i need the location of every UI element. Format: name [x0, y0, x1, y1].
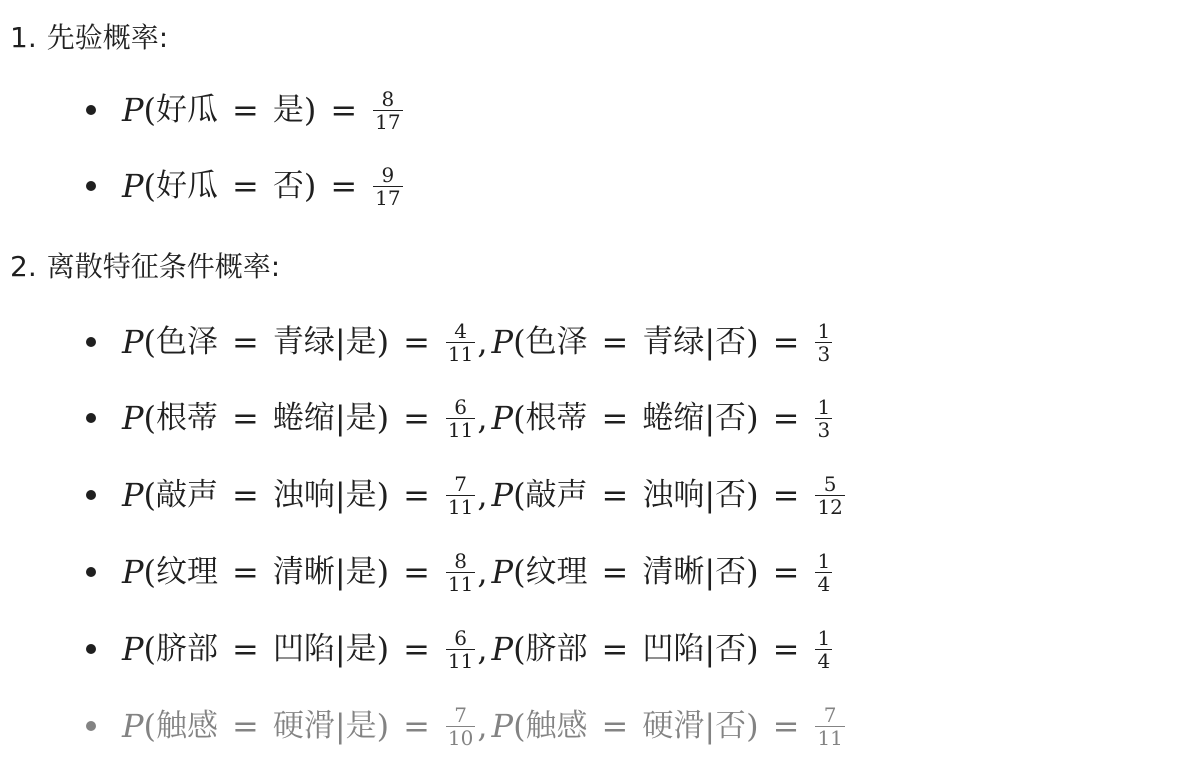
class-yes: 是: [345, 631, 377, 667]
class-no: 否: [715, 554, 747, 590]
fraction-yes: [446, 627, 475, 672]
bullet-icon: [86, 490, 96, 500]
conditional-item-texture: [86, 540, 834, 604]
denominator: 11: [447, 494, 474, 519]
fraction-no: [815, 550, 832, 595]
denominator: 4: [817, 648, 831, 673]
feature-value: 蜷缩: [272, 400, 335, 436]
bullet-icon: [86, 644, 96, 654]
feature-value: 浊响: [272, 477, 335, 513]
class-no: 否: [715, 631, 747, 667]
feature-name: 根蒂: [156, 400, 219, 436]
fraction-no: [815, 396, 832, 441]
section-2-title: 离散特征条件概率:: [46, 250, 281, 283]
denominator: 11: [447, 571, 474, 596]
formula: P ( 触感 = 硬滑 | 是 ) = $\frac{7}{10}$ , P ( 触感 = 硬滑 | 否 ) = $\frac{7}{11}$: [122, 702, 843, 750]
class-no: 否: [715, 324, 747, 360]
feature-name: 敲声: [156, 477, 219, 513]
fraction: [373, 164, 402, 209]
bullet-icon: [86, 721, 96, 731]
class-no: 否: [715, 708, 747, 744]
feature-name: 根蒂: [525, 400, 588, 436]
numerator: 8: [381, 86, 395, 111]
class-no: 否: [715, 477, 747, 513]
bullet-icon: [86, 337, 96, 347]
feature-name: 触感: [525, 708, 588, 744]
bullet-icon: [86, 567, 96, 577]
formula: P ( 敲声 = 浊响 | 是 ) = $\frac{7}{11}$ , P ( 敲声 = 浊响 | 否 ) = $\frac{5}{12}$: [122, 471, 843, 519]
denominator: 10: [447, 725, 474, 750]
denominator: 3: [817, 341, 831, 366]
numerator: 7: [454, 702, 467, 727]
prob-symbol: P: [122, 91, 144, 129]
denominator: 11: [817, 725, 843, 750]
label-value: 否: [272, 168, 304, 204]
label-value: 是: [272, 92, 304, 128]
numerator: 9: [381, 162, 395, 187]
feature-value: 凹陷: [642, 631, 705, 667]
fraction-no: [815, 704, 844, 749]
section-1-title: 先验概率:: [46, 21, 169, 54]
denominator: 11: [447, 341, 474, 366]
numerator: 6: [454, 394, 467, 419]
feature-value: 硬滑: [642, 708, 705, 744]
feature-value: 青绿: [272, 324, 335, 360]
fraction-yes: [446, 320, 475, 365]
feature-value: 蜷缩: [642, 400, 705, 436]
denominator: 11: [447, 648, 474, 673]
section-1-heading: [10, 18, 168, 58]
fraction-yes: [446, 550, 475, 595]
numerator: 1: [817, 548, 831, 573]
fraction-yes: [446, 704, 475, 749]
numerator: 1: [817, 394, 831, 419]
class-yes: 是: [345, 400, 377, 436]
denominator: 11: [447, 417, 474, 442]
conditional-item-root: [86, 386, 834, 450]
denominator: 4: [817, 571, 831, 596]
section-2-number: 2.: [10, 250, 37, 283]
numerator: 7: [454, 471, 467, 496]
class-yes: 是: [345, 554, 377, 590]
fraction-yes: [446, 473, 475, 518]
class-yes: 是: [345, 477, 377, 513]
numerator: 5: [823, 471, 837, 496]
feature-value: 硬滑: [272, 708, 335, 744]
formula: P ( 色泽 = 青绿 | 是 ) = $\frac{4}{11}$ , P ( 色泽 = 青绿 | 否 ) = $\frac{1}{3}$: [122, 318, 831, 366]
formula: P ( 脐部 = 凹陷 | 是 ) = $\frac{6}{11}$ , P ( 脐部 = 凹陷 | 否 ) = $\frac{1}{4}$: [122, 625, 831, 673]
class-yes: 是: [345, 708, 377, 744]
feature-value: 清晰: [272, 554, 335, 590]
formula: P ( 根蒂 = 蜷缩 | 是 ) = $\frac{6}{11}$ , P ( 根蒂 = 蜷缩 | 否 ) = $\frac{1}{3}$: [122, 394, 831, 442]
numerator: 7: [823, 702, 837, 727]
bullet-icon: [86, 181, 96, 191]
feature-name: 敲声: [525, 477, 588, 513]
bullet-icon: [86, 413, 96, 423]
numerator: 8: [454, 548, 467, 573]
feature-name: 色泽: [525, 324, 588, 360]
label-var: 好瓜: [156, 92, 219, 128]
feature-value: 凹陷: [272, 631, 335, 667]
feature-value: 青绿: [642, 324, 705, 360]
feature-name: 触感: [156, 708, 219, 744]
fraction-yes: [446, 396, 475, 441]
formula: P ( 好瓜 = 是 ) = $\frac{8}{17}$: [122, 86, 401, 134]
fraction: [373, 88, 402, 133]
class-yes: 是: [345, 324, 377, 360]
class-no: 否: [715, 400, 747, 436]
fraction-no: [815, 473, 844, 518]
prior-item-no: [86, 154, 405, 218]
conditional-item-navel: [86, 617, 834, 681]
fraction-no: [815, 320, 832, 365]
feature-value: 浊响: [642, 477, 705, 513]
bullet-icon: [86, 105, 96, 115]
conditional-item-sound: [86, 463, 847, 527]
denominator: 17: [375, 185, 401, 210]
conditional-item-touch: [86, 694, 847, 758]
conditional-item-color: [86, 310, 834, 374]
prob-symbol: P: [122, 167, 144, 205]
section-1-number: 1.: [10, 21, 37, 54]
numerator: 6: [454, 625, 467, 650]
formula: P ( 纹理 = 清晰 | 是 ) = $\frac{8}{11}$ , P ( 纹理 = 清晰 | 否 ) = $\frac{1}{4}$: [122, 548, 831, 596]
feature-name: 纹理: [156, 554, 219, 590]
denominator: 17: [375, 109, 401, 134]
feature-value: 清晰: [642, 554, 705, 590]
denominator: 12: [817, 494, 843, 519]
section-2-heading: [10, 247, 280, 287]
numerator: 1: [817, 625, 831, 650]
denominator: 3: [817, 417, 831, 442]
fraction-no: [815, 627, 832, 672]
prior-item-yes: [86, 78, 405, 142]
numerator: 1: [817, 318, 831, 343]
feature-name: 纹理: [525, 554, 588, 590]
feature-name: 脐部: [156, 631, 219, 667]
feature-name: 色泽: [156, 324, 219, 360]
numerator: 4: [454, 318, 467, 343]
feature-name: 脐部: [525, 631, 588, 667]
formula: P ( 好瓜 = 否 ) = $\frac{9}{17}$: [122, 162, 401, 210]
label-var: 好瓜: [156, 168, 219, 204]
